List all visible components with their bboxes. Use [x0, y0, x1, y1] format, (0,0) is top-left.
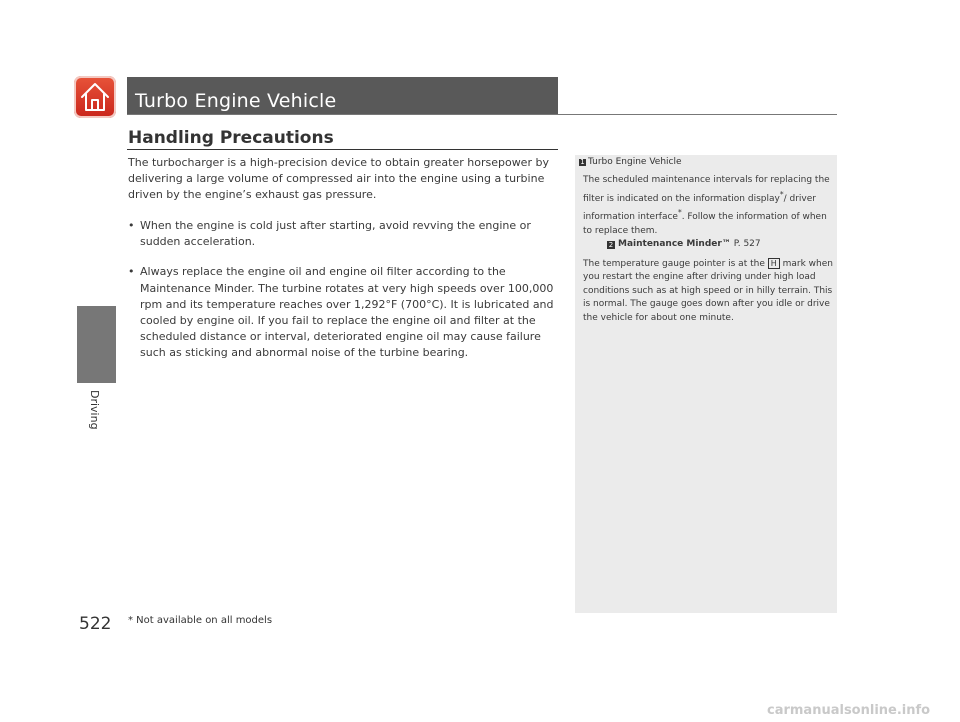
- footnote-marker: *: [677, 208, 682, 217]
- section-tab[interactable]: [77, 306, 116, 383]
- list-item-text: Always replace the engine oil and engine oil filter according to the Maintenance Minder. The turbine rotates at very high speeds over 100,000 rpm and its temperature reaches over 1,292°F (700°C). It is lubricated and cooled by engine oil. If you fail to replace the engine oil and filter at the scheduled distance or interval, deteriorated engine oil may cause failure such as sticking and abnormal noise of the turbine bearing.: [140, 265, 554, 360]
- section-tab-label: Driving: [88, 390, 101, 430]
- precaution-list: [128, 218, 560, 376]
- list-item: [128, 218, 560, 250]
- side-note-panel: [575, 155, 837, 613]
- reference-page: P. 527: [733, 239, 761, 249]
- bullet-icon: •: [128, 219, 135, 232]
- hot-mark-icon: H: [768, 258, 780, 269]
- reference-label: Maintenance Minder™: [618, 239, 731, 249]
- note-paragraph: [583, 258, 833, 326]
- page-title: Turbo Engine Vehicle: [135, 90, 337, 112]
- reference-arrow-icon: 2: [608, 241, 614, 249]
- note-body: [583, 174, 833, 331]
- note-paragraph: [583, 174, 833, 252]
- home-icon: [80, 81, 110, 113]
- note-text: . Follow the information of when to replace them.: [583, 212, 827, 236]
- bullet-icon: •: [128, 265, 135, 279]
- note-badge-icon: 1: [580, 158, 585, 166]
- cross-reference-link[interactable]: [583, 238, 833, 252]
- title-divider: [127, 114, 837, 115]
- list-item-text: When the engine is cold just after starting, avoid revving the engine or sudden acceleration.: [140, 219, 531, 249]
- note-text: The scheduled maintenance intervals for replacing the filter is indicated on the information display: [583, 175, 830, 204]
- footnote: * Not available on all models: [128, 615, 273, 626]
- page-number: 522: [79, 614, 112, 634]
- intro-paragraph: The turbocharger is a high-precision device to obtain greater horsepower by delivering a large volume of compressed air into the engine using a turbine driven by the engine’s exhaust gas pressure.: [128, 156, 549, 202]
- note-text: The temperature gauge pointer is at the: [583, 258, 768, 269]
- section-divider: [127, 149, 558, 150]
- list-item: [128, 264, 560, 361]
- note-title-text: Turbo Engine Vehicle: [588, 157, 682, 167]
- note-title: [579, 157, 682, 167]
- note-text: / driver information interface: [583, 193, 816, 222]
- note-text: mark when you restart the engine after driving under high load conditions such as at high speed or in hilly terrain. This is normal. The gauge goes down after you idle or drive the vehicle for about one minute.: [583, 258, 833, 323]
- title-bar: [127, 77, 558, 115]
- section-heading: Handling Precautions: [128, 128, 334, 148]
- footnote-marker: *: [779, 189, 784, 199]
- watermark: carmanualsonline.info: [767, 703, 931, 718]
- home-button[interactable]: [74, 76, 116, 118]
